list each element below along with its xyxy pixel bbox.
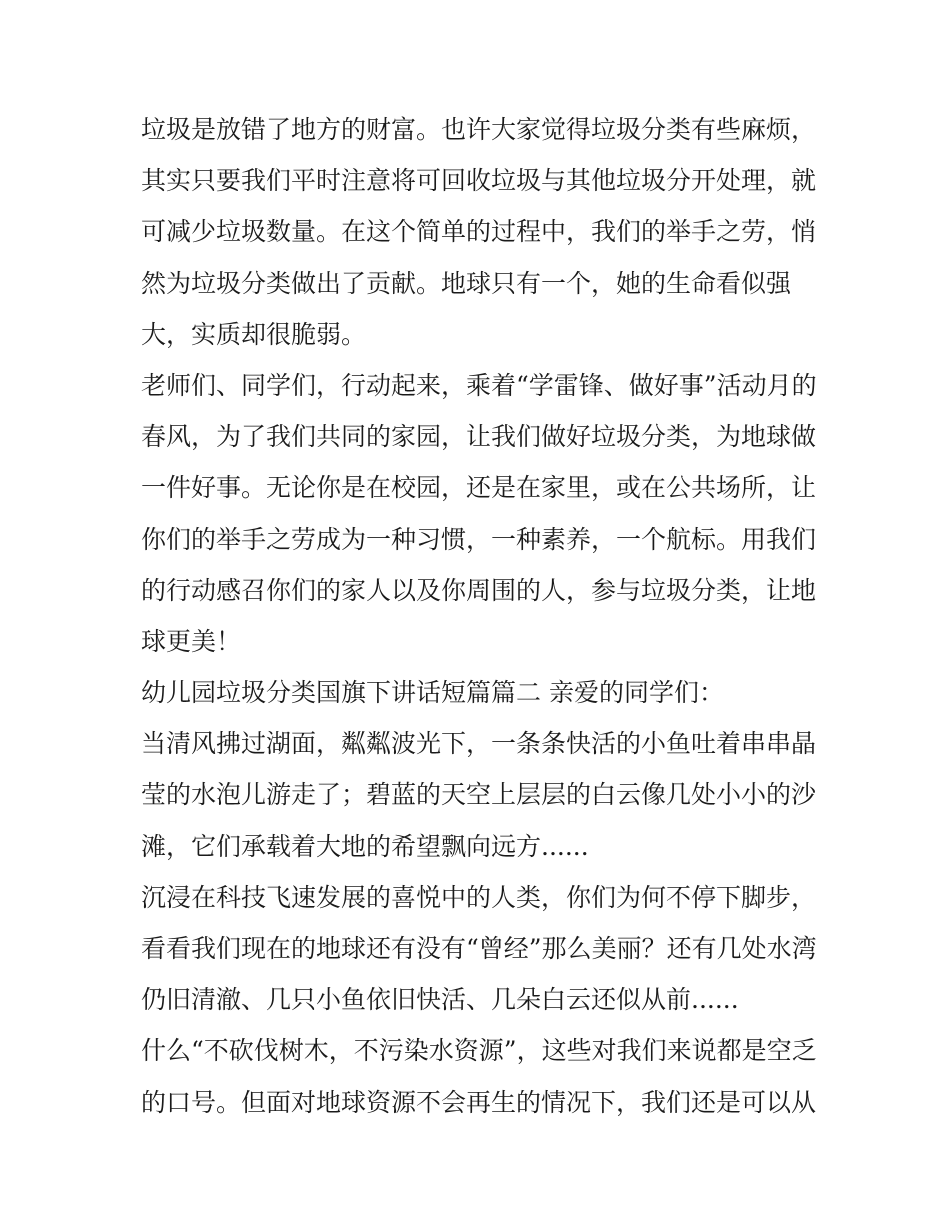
text-line: 看看我们现在的地球还有没有“曾经”那么美丽？还有几处水湾 (141, 934, 817, 963)
text-line: 球更美！ (141, 626, 242, 656)
text-line: 其实只要我们平时注意将可回收垃圾与其他垃圾分开处理，就 (141, 166, 817, 196)
text-line: 春风，为了我们共同的家园，让我们做好垃圾分类，为地球做 (141, 422, 817, 452)
text-line: 的行动感召你们的家人以及你周围的人，参与垃圾分类，让地 (141, 575, 817, 605)
text-line: 一件好事。无论你是在校园，还是在家里，或在公共场所，让 (141, 473, 817, 503)
text-line: 你们的举手之劳成为一种习惯，一种素养，一个航标。用我们 (141, 524, 817, 554)
text-line: 仍旧清澈、几只小鱼依旧快活、几朵白云还似从前...... (141, 985, 739, 1015)
text-line: 然为垃圾分类做出了贡献。地球只有一个，她的生命看似强 (141, 268, 792, 298)
text-line: 莹的水泡儿游走了；碧蓝的天空上层层的白云像几处小小的沙 (141, 780, 817, 810)
text-line: 老师们、同学们，行动起来，乘着“学雷锋、做好事”活动月的 (141, 370, 817, 400)
text-line: 当清风拂过湖面，粼粼波光下，一条条快活的小鱼吐着串串晶 (141, 729, 817, 759)
text-line: 沉浸在科技飞速发展的喜悦中的人类，你们为何不停下脚步， (141, 882, 817, 912)
text-line: 垃圾是放错了地方的财富。也许大家觉得垃圾分类有些麻烦， (141, 115, 817, 144)
section-heading-line: 幼儿园垃圾分类国旗下讲话短篇篇二 亲爱的同学们： (141, 678, 724, 708)
text-line: 可减少垃圾数量。在这个简单的过程中，我们的举手之劳，悄 (141, 217, 817, 247)
text-line: 的口号。但面对地球资源不会再生的情况下，我们还是可以从 (141, 1087, 817, 1117)
text-line: 大，实质却很脆弱。 (141, 319, 367, 349)
text-line: 滩，它们承载着大地的希望飘向远方...... (141, 831, 589, 861)
body-text (141, 104, 821, 1128)
text-line: 什么“不砍伐树木，不污染水资源”，这些对我们来说都是空乏 (141, 1036, 817, 1066)
